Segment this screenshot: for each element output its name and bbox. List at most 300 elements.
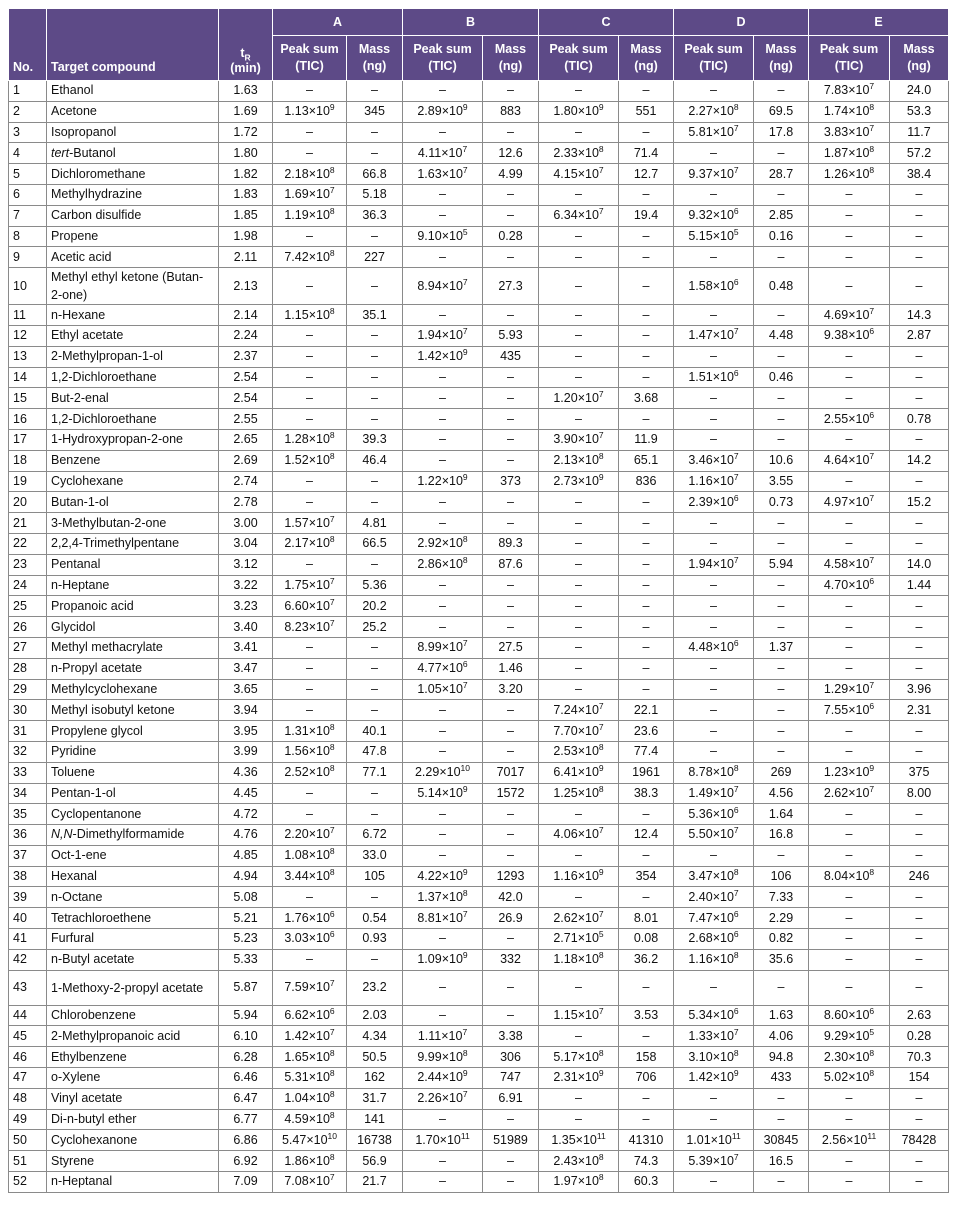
row-number: 45: [9, 1026, 47, 1047]
peak-sum-cell: $4.64\times 10^7$: [809, 450, 890, 471]
mass-cell: –: [754, 679, 809, 700]
mass-cell: 706: [619, 1068, 674, 1089]
mass-cell: –: [619, 346, 674, 367]
peak-sum-cell: –: [539, 247, 619, 268]
peak-sum-cell: $2.92\times 10^8$: [403, 533, 483, 554]
peak-sum-cell: $2.31\times 10^9$: [539, 1068, 619, 1089]
table-row: [9, 81, 949, 102]
mass-cell: –: [619, 122, 674, 143]
mass-cell: 14.3: [890, 305, 949, 326]
peak-sum-cell: $7.47\times 10^6$: [674, 908, 754, 929]
table-row: [9, 658, 949, 679]
mass-cell: 0.28: [890, 1026, 949, 1047]
peak-sum-cell: $2.68\times 10^6$: [674, 929, 754, 950]
header-peak-sum: Peak sum (TIC): [273, 36, 347, 81]
row-number: 26: [9, 617, 47, 638]
row-number: 12: [9, 325, 47, 346]
mass-cell: 46.4: [347, 450, 403, 471]
mass-cell: –: [619, 325, 674, 346]
peak-sum-cell: –: [403, 205, 483, 226]
peak-sum-cell: $1.05\times 10^7$: [403, 679, 483, 700]
mass-cell: –: [619, 513, 674, 534]
table-row: [9, 845, 949, 866]
peak-sum-cell: $8.99\times 10^7$: [403, 637, 483, 658]
table-row: [9, 305, 949, 326]
mass-cell: –: [754, 617, 809, 638]
peak-sum-cell: –: [809, 617, 890, 638]
header-retention-time: $t_R$ (min): [219, 9, 273, 81]
peak-sum-cell: $5.17\times 10^8$: [539, 1047, 619, 1068]
peak-sum-cell: –: [273, 81, 347, 102]
compound-name: 2-Methylpropanoic acid: [47, 1026, 219, 1047]
mass-cell: –: [347, 409, 403, 430]
header-no: No.: [9, 9, 47, 81]
table-row: [9, 533, 949, 554]
mass-cell: 4.34: [347, 1026, 403, 1047]
peak-sum-cell: –: [273, 388, 347, 409]
row-number: 38: [9, 866, 47, 887]
mass-cell: 0.73: [754, 492, 809, 513]
retention-time: 6.10: [219, 1026, 273, 1047]
peak-sum-cell: –: [809, 949, 890, 970]
peak-sum-cell: –: [539, 122, 619, 143]
peak-sum-cell: $5.81\times 10^7$: [674, 122, 754, 143]
mass-cell: 15.2: [890, 492, 949, 513]
mass-cell: 12.7: [619, 164, 674, 185]
table-row: [9, 471, 949, 492]
row-number: 28: [9, 658, 47, 679]
mass-cell: –: [619, 845, 674, 866]
peak-sum-cell: $1.26\times 10^8$: [809, 164, 890, 185]
mass-cell: –: [890, 617, 949, 638]
peak-sum-cell: $2.26\times 10^7$: [403, 1088, 483, 1109]
table-header: [9, 9, 949, 81]
row-number: 50: [9, 1130, 47, 1151]
peak-sum-cell: –: [403, 122, 483, 143]
mass-cell: –: [754, 305, 809, 326]
peak-sum-cell: $1.97\times 10^8$: [539, 1172, 619, 1193]
peak-sum-cell: –: [403, 741, 483, 762]
peak-sum-cell: –: [539, 679, 619, 700]
mass-cell: –: [347, 783, 403, 804]
retention-time: 1.83: [219, 184, 273, 205]
table-row: [9, 184, 949, 205]
mass-cell: 35.1: [347, 305, 403, 326]
mass-cell: –: [890, 1109, 949, 1130]
row-number: 31: [9, 721, 47, 742]
peak-sum-cell: –: [674, 575, 754, 596]
mass-cell: –: [619, 247, 674, 268]
peak-sum-cell: $3.47\times 10^8$: [674, 866, 754, 887]
mass-cell: 332: [483, 949, 539, 970]
peak-sum-cell: –: [403, 513, 483, 534]
table-row: [9, 1026, 949, 1047]
mass-cell: –: [483, 1005, 539, 1026]
compound-name: Acetone: [47, 101, 219, 122]
peak-sum-cell: –: [403, 700, 483, 721]
mass-cell: –: [619, 1109, 674, 1130]
mass-cell: 27.3: [483, 268, 539, 305]
table-row: [9, 970, 949, 1005]
mass-cell: –: [483, 429, 539, 450]
peak-sum-cell: $1.70\times 10^{11}$: [403, 1130, 483, 1151]
header-group-c: C: [539, 9, 674, 36]
table-row: [9, 429, 949, 450]
peak-sum-cell: $2.18\times 10^8$: [273, 164, 347, 185]
retention-time: 5.08: [219, 887, 273, 908]
peak-sum-cell: –: [809, 887, 890, 908]
peak-sum-cell: –: [539, 596, 619, 617]
peak-sum-cell: $4.70\times 10^6$: [809, 575, 890, 596]
peak-sum-cell: –: [809, 1172, 890, 1193]
retention-time: 1.72: [219, 122, 273, 143]
compound-name: N,N-Dimethylformamide: [47, 825, 219, 846]
peak-sum-cell: $9.38\times 10^6$: [809, 325, 890, 346]
peak-sum-cell: $4.77\times 10^6$: [403, 658, 483, 679]
row-number: 2: [9, 101, 47, 122]
mass-cell: –: [890, 845, 949, 866]
mass-cell: –: [347, 492, 403, 513]
peak-sum-cell: $1.69\times 10^7$: [273, 184, 347, 205]
mass-cell: 227: [347, 247, 403, 268]
retention-time: 3.23: [219, 596, 273, 617]
compound-name: Pyridine: [47, 741, 219, 762]
peak-sum-cell: $1.86\times 10^8$: [273, 1151, 347, 1172]
compound-name: Carbon disulfide: [47, 205, 219, 226]
peak-sum-cell: $2.53\times 10^8$: [539, 741, 619, 762]
compound-name: Toluene: [47, 762, 219, 783]
mass-cell: –: [347, 226, 403, 247]
mass-cell: –: [890, 741, 949, 762]
mass-cell: –: [483, 596, 539, 617]
peak-sum-cell: $1.52\times 10^8$: [273, 450, 347, 471]
mass-cell: 0.08: [619, 929, 674, 950]
row-number: 32: [9, 741, 47, 762]
peak-sum-cell: $5.31\times 10^8$: [273, 1068, 347, 1089]
retention-time: 5.94: [219, 1005, 273, 1026]
peak-sum-cell: $1.16\times 10^8$: [674, 949, 754, 970]
table-row: [9, 575, 949, 596]
mass-cell: 53.3: [890, 101, 949, 122]
mass-cell: 2.03: [347, 1005, 403, 1026]
mass-cell: –: [483, 409, 539, 430]
peak-sum-cell: $4.15\times 10^7$: [539, 164, 619, 185]
mass-cell: –: [890, 268, 949, 305]
peak-sum-cell: $3.90\times 10^7$: [539, 429, 619, 450]
mass-cell: 883: [483, 101, 539, 122]
mass-cell: –: [619, 970, 674, 1005]
compound-name: Ethanol: [47, 81, 219, 102]
peak-sum-cell: $5.34\times 10^6$: [674, 1005, 754, 1026]
mass-cell: 375: [890, 762, 949, 783]
compound-name: 3-Methylbutan-2-one: [47, 513, 219, 534]
retention-time: 3.47: [219, 658, 273, 679]
peak-sum-cell: –: [273, 658, 347, 679]
table-row: [9, 908, 949, 929]
compound-name: 1-Hydroxypropan-2-one: [47, 429, 219, 450]
compound-name: Benzene: [47, 450, 219, 471]
compound-name: o-Xylene: [47, 1068, 219, 1089]
peak-sum-cell: –: [674, 596, 754, 617]
peak-sum-cell: $8.60\times 10^6$: [809, 1005, 890, 1026]
peak-sum-cell: $1.08\times 10^8$: [273, 845, 347, 866]
table-row: [9, 1130, 949, 1151]
compound-name: Glycidol: [47, 617, 219, 638]
peak-sum-cell: $1.16\times 10^7$: [674, 471, 754, 492]
mass-cell: 5.36: [347, 575, 403, 596]
peak-sum-cell: –: [674, 409, 754, 430]
row-number: 6: [9, 184, 47, 205]
peak-sum-cell: $1.18\times 10^8$: [539, 949, 619, 970]
table-row: [9, 929, 949, 950]
retention-time: 2.13: [219, 268, 273, 305]
retention-time: 2.37: [219, 346, 273, 367]
peak-sum-cell: –: [809, 388, 890, 409]
mass-cell: 1293: [483, 866, 539, 887]
retention-time: 6.92: [219, 1151, 273, 1172]
row-number: 48: [9, 1088, 47, 1109]
mass-cell: –: [754, 658, 809, 679]
peak-sum-cell: $2.33\times 10^8$: [539, 143, 619, 164]
retention-time: 3.94: [219, 700, 273, 721]
mass-cell: 433: [754, 1068, 809, 1089]
peak-sum-cell: $1.49\times 10^7$: [674, 783, 754, 804]
retention-time: 2.14: [219, 305, 273, 326]
peak-sum-cell: –: [674, 388, 754, 409]
mass-cell: 0.82: [754, 929, 809, 950]
peak-sum-cell: $5.50\times 10^7$: [674, 825, 754, 846]
mass-cell: 25.2: [347, 617, 403, 638]
retention-time: 2.78: [219, 492, 273, 513]
peak-sum-cell: $6.60\times 10^7$: [273, 596, 347, 617]
peak-sum-cell: $1.15\times 10^8$: [273, 305, 347, 326]
header-group-b: B: [403, 9, 539, 36]
peak-sum-cell: –: [403, 970, 483, 1005]
peak-sum-cell: –: [403, 596, 483, 617]
peak-sum-cell: –: [403, 81, 483, 102]
mass-cell: 3.38: [483, 1026, 539, 1047]
peak-sum-cell: $6.62\times 10^6$: [273, 1005, 347, 1026]
mass-cell: –: [890, 804, 949, 825]
retention-time: 7.09: [219, 1172, 273, 1193]
peak-sum-cell: –: [273, 492, 347, 513]
compound-name: n-Propyl acetate: [47, 658, 219, 679]
mass-cell: 373: [483, 471, 539, 492]
mass-cell: –: [619, 617, 674, 638]
retention-time: 3.41: [219, 637, 273, 658]
peak-sum-cell: –: [674, 143, 754, 164]
row-number: 43: [9, 970, 47, 1005]
peak-sum-cell: –: [674, 184, 754, 205]
peak-sum-cell: $1.33\times 10^7$: [674, 1026, 754, 1047]
retention-time: 3.12: [219, 554, 273, 575]
table-row: [9, 596, 949, 617]
peak-sum-cell: –: [674, 1088, 754, 1109]
mass-cell: –: [890, 533, 949, 554]
peak-sum-cell: $2.55\times 10^6$: [809, 409, 890, 430]
mass-cell: –: [619, 887, 674, 908]
peak-sum-cell: $2.44\times 10^9$: [403, 1068, 483, 1089]
mass-cell: –: [890, 346, 949, 367]
row-number: 10: [9, 268, 47, 305]
peak-sum-cell: –: [674, 1109, 754, 1130]
mass-cell: –: [890, 429, 949, 450]
table-row: [9, 513, 949, 534]
mass-cell: 35.6: [754, 949, 809, 970]
compound-name: Methyl isobutyl ketone: [47, 700, 219, 721]
mass-cell: –: [347, 122, 403, 143]
mass-cell: 2.87: [890, 325, 949, 346]
table-row: [9, 700, 949, 721]
mass-cell: 27.5: [483, 637, 539, 658]
retention-time: 5.23: [219, 929, 273, 950]
peak-sum-cell: –: [403, 1109, 483, 1130]
header-peak-sum: Peak sum (TIC): [403, 36, 483, 81]
mass-cell: –: [890, 637, 949, 658]
mass-cell: 141: [347, 1109, 403, 1130]
peak-sum-cell: –: [539, 1109, 619, 1130]
peak-sum-cell: $7.55\times 10^6$: [809, 700, 890, 721]
peak-sum-cell: –: [403, 305, 483, 326]
row-number: 46: [9, 1047, 47, 1068]
row-number: 40: [9, 908, 47, 929]
peak-sum-cell: –: [273, 367, 347, 388]
mass-cell: 1961: [619, 762, 674, 783]
peak-sum-cell: $9.37\times 10^7$: [674, 164, 754, 185]
mass-cell: 1.63: [754, 1005, 809, 1026]
header-mass: Mass (ng): [347, 36, 403, 81]
peak-sum-cell: $2.39\times 10^6$: [674, 492, 754, 513]
mass-cell: 56.9: [347, 1151, 403, 1172]
table-row: [9, 762, 949, 783]
peak-sum-cell: $1.37\times 10^8$: [403, 887, 483, 908]
mass-cell: –: [347, 679, 403, 700]
mass-cell: –: [483, 804, 539, 825]
row-number: 3: [9, 122, 47, 143]
peak-sum-cell: –: [273, 409, 347, 430]
header-mass: Mass (ng): [754, 36, 809, 81]
peak-sum-cell: –: [539, 367, 619, 388]
peak-sum-cell: $2.89\times 10^9$: [403, 101, 483, 122]
mass-cell: 0.28: [483, 226, 539, 247]
mass-cell: –: [619, 184, 674, 205]
mass-cell: –: [483, 929, 539, 950]
peak-sum-cell: $8.78\times 10^8$: [674, 762, 754, 783]
compound-name: 2,2,4-Trimethylpentane: [47, 533, 219, 554]
peak-sum-cell: –: [809, 658, 890, 679]
mass-cell: –: [347, 554, 403, 575]
peak-sum-cell: $2.29\times 10^{10}$: [403, 762, 483, 783]
peak-sum-cell: $2.43\times 10^8$: [539, 1151, 619, 1172]
peak-sum-cell: –: [674, 970, 754, 1005]
compound-name: Propanoic acid: [47, 596, 219, 617]
mass-cell: 23.2: [347, 970, 403, 1005]
peak-sum-cell: –: [809, 1109, 890, 1130]
peak-sum-cell: $1.22\times 10^9$: [403, 471, 483, 492]
mass-cell: –: [890, 596, 949, 617]
mass-cell: –: [890, 887, 949, 908]
mass-cell: –: [347, 658, 403, 679]
mass-cell: –: [890, 721, 949, 742]
mass-cell: –: [347, 887, 403, 908]
mass-cell: 16.8: [754, 825, 809, 846]
mass-cell: –: [754, 700, 809, 721]
peak-sum-cell: –: [674, 247, 754, 268]
mass-cell: 551: [619, 101, 674, 122]
row-number: 51: [9, 1151, 47, 1172]
mass-cell: –: [754, 1109, 809, 1130]
table-row: [9, 367, 949, 388]
peak-sum-cell: $1.42\times 10^9$: [674, 1068, 754, 1089]
mass-cell: 3.96: [890, 679, 949, 700]
peak-sum-cell: $1.56\times 10^8$: [273, 741, 347, 762]
compound-name: Styrene: [47, 1151, 219, 1172]
compound-name: Ethyl acetate: [47, 325, 219, 346]
mass-cell: –: [890, 388, 949, 409]
mass-cell: –: [890, 247, 949, 268]
row-number: 9: [9, 247, 47, 268]
mass-cell: –: [619, 367, 674, 388]
compound-name: Acetic acid: [47, 247, 219, 268]
mass-cell: 0.54: [347, 908, 403, 929]
mass-cell: –: [619, 679, 674, 700]
compound-name: Oct-1-ene: [47, 845, 219, 866]
mass-cell: –: [483, 825, 539, 846]
peak-sum-cell: –: [273, 783, 347, 804]
compound-name: Butan-1-ol: [47, 492, 219, 513]
row-number: 36: [9, 825, 47, 846]
compound-name: Pentan-1-ol: [47, 783, 219, 804]
header-peak-sum: Peak sum (TIC): [809, 36, 890, 81]
mass-cell: 30845: [754, 1130, 809, 1151]
mass-cell: –: [890, 1151, 949, 1172]
row-number: 33: [9, 762, 47, 783]
mass-cell: –: [483, 388, 539, 409]
mass-cell: –: [754, 1172, 809, 1193]
table-row: [9, 1109, 949, 1130]
retention-time: 4.45: [219, 783, 273, 804]
peak-sum-cell: –: [809, 825, 890, 846]
table-row: [9, 1068, 949, 1089]
table-row: [9, 825, 949, 846]
compound-name: Tetrachloroethene: [47, 908, 219, 929]
peak-sum-cell: $3.44\times 10^8$: [273, 866, 347, 887]
mass-cell: –: [619, 81, 674, 102]
peak-sum-cell: $7.83\times 10^7$: [809, 81, 890, 102]
peak-sum-cell: –: [809, 226, 890, 247]
mass-cell: 2.63: [890, 1005, 949, 1026]
peak-sum-cell: –: [403, 929, 483, 950]
row-number: 18: [9, 450, 47, 471]
peak-sum-cell: $1.57\times 10^7$: [273, 513, 347, 534]
peak-sum-cell: $2.62\times 10^7$: [539, 908, 619, 929]
mass-cell: 10.6: [754, 450, 809, 471]
mass-cell: 66.8: [347, 164, 403, 185]
peak-sum-cell: $1.28\times 10^8$: [273, 429, 347, 450]
mass-cell: –: [890, 970, 949, 1005]
mass-cell: 1.46: [483, 658, 539, 679]
peak-sum-cell: $1.58\times 10^6$: [674, 268, 754, 305]
table-row: [9, 226, 949, 247]
mass-cell: –: [483, 700, 539, 721]
mass-cell: –: [754, 143, 809, 164]
mass-cell: 16738: [347, 1130, 403, 1151]
mass-cell: –: [890, 1088, 949, 1109]
peak-sum-cell: –: [674, 513, 754, 534]
peak-sum-cell: $1.11\times 10^7$: [403, 1026, 483, 1047]
row-number: 49: [9, 1109, 47, 1130]
peak-sum-cell: $1.75\times 10^7$: [273, 575, 347, 596]
